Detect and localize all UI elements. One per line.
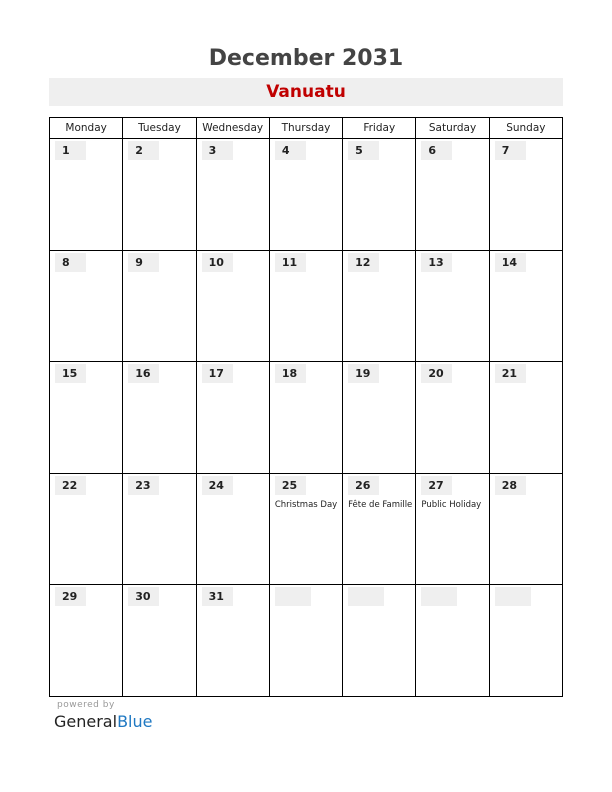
day-cell [269,473,342,585]
day-cell [50,139,123,251]
day-cell [196,139,269,251]
day-cell [196,362,269,474]
day-number: 13 [421,253,452,272]
holiday-label: Christmas Day [274,499,338,510]
day-number: 16 [128,364,159,383]
day-cell [50,585,123,697]
day-number: 19 [348,364,379,383]
day-cell [123,362,196,474]
day-cell [196,473,269,585]
day-number: 3 [202,141,233,160]
weekday-tuesday: Tuesday [123,118,196,139]
day-number: 2 [128,141,159,160]
day-number: 6 [421,141,452,160]
day-cell [489,362,562,474]
day-cell [269,585,342,697]
day-cell [123,139,196,251]
day-number: 27 [421,476,452,495]
day-number: 17 [202,364,233,383]
day-cell [416,139,489,251]
generalblue-logo [54,712,152,731]
day-number: 11 [275,253,306,272]
day-number: 26 [348,476,379,495]
holiday-label: Public Holiday [421,499,482,510]
day-cell [343,139,416,251]
day-cell [50,473,123,585]
day-cell [343,250,416,362]
day-cell [269,362,342,474]
day-cell [269,250,342,362]
day-number: 21 [495,364,526,383]
day-number: 1 [55,141,86,160]
weekday-saturday: Saturday [416,118,489,139]
week-row [50,139,563,251]
week-row [50,473,563,585]
day-number: 18 [275,364,306,383]
day-number: 28 [495,476,526,495]
day-number: 12 [348,253,379,272]
day-number [348,587,384,606]
calendar-grid [49,117,563,697]
day-cell [416,585,489,697]
weekday-wednesday: Wednesday [196,118,269,139]
day-number: 23 [128,476,159,495]
day-cell [416,250,489,362]
day-number: 5 [348,141,379,160]
day-cell [343,362,416,474]
day-cell [416,362,489,474]
day-number: 24 [202,476,233,495]
day-cell [50,362,123,474]
day-cell [196,250,269,362]
weekday-thursday: Thursday [269,118,342,139]
day-number: 9 [128,253,159,272]
day-cell [343,585,416,697]
week-row [50,250,563,362]
day-number: 29 [55,587,86,606]
weekday-header-row [50,118,563,139]
day-number: 20 [421,364,452,383]
day-number: 14 [495,253,526,272]
country-name: Vanuatu [266,82,346,102]
day-number: 10 [202,253,233,272]
day-number: 22 [55,476,86,495]
day-cell [343,473,416,585]
day-number [275,587,311,606]
day-number [495,587,531,606]
day-cell [489,250,562,362]
day-cell [489,473,562,585]
day-number [421,587,457,606]
weekday-sunday: Sunday [489,118,562,139]
week-row [50,585,563,697]
day-cell [489,585,562,697]
day-cell [123,585,196,697]
day-cell [123,250,196,362]
weekday-friday: Friday [343,118,416,139]
weekday-monday: Monday [50,118,123,139]
day-cell [269,139,342,251]
day-number: 15 [55,364,86,383]
day-cell [50,250,123,362]
day-cell [489,139,562,251]
week-row [50,362,563,474]
day-number: 8 [55,253,86,272]
day-number: 31 [202,587,233,606]
logo-text-blue: Blue [117,712,153,731]
day-cell [123,473,196,585]
day-number: 7 [495,141,526,160]
country-banner [49,78,563,106]
powered-by-label: powered by [57,700,115,710]
day-number: 25 [275,476,306,495]
day-cell [196,585,269,697]
day-cell [416,473,489,585]
holiday-label: Fête de Famille [348,499,413,510]
page-title: December 2031 [208,46,404,71]
logo-text-general: General [54,712,118,731]
day-number: 4 [275,141,306,160]
day-number: 30 [128,587,159,606]
